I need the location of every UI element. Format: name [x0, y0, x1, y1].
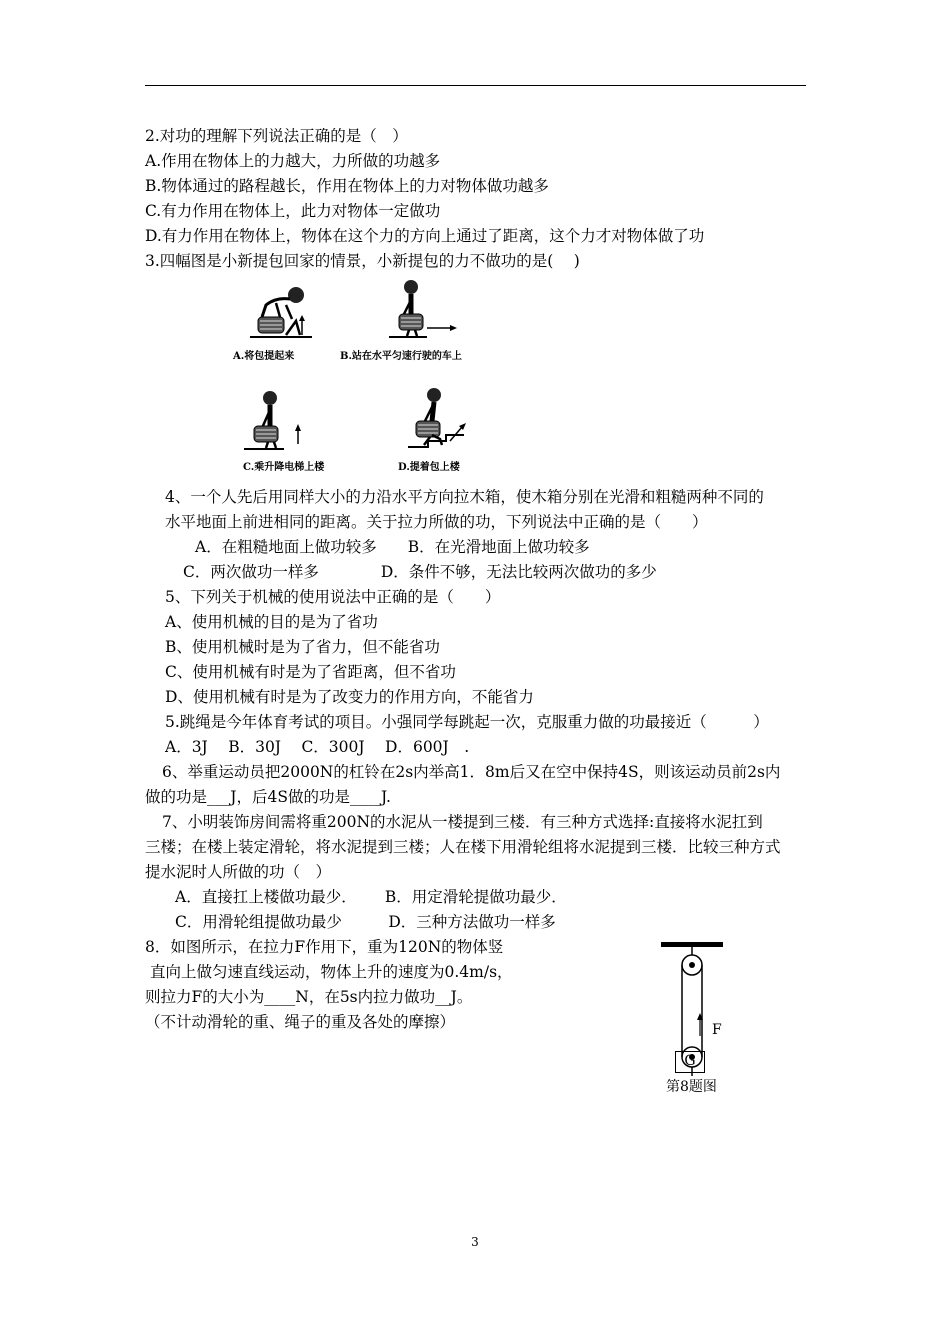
figure-c-elevator [240, 388, 320, 452]
q8-line2: 直向上做匀速直线运动，物体上升的速度为0.4m/s， [150, 963, 513, 981]
q7-line3: 提水泥时人所做的功（ ） [145, 863, 332, 881]
figure-a-caption: A.将包提起来 [233, 351, 295, 362]
q7-options-row1: A．直接扛上楼做功最少． B．用定滑轮提做功最少． [175, 888, 567, 906]
figure-b-caption: B.站在水平匀速行驶的车上 [340, 351, 462, 362]
q8-line4: （不计动滑轮的重、绳子的重及各处的摩擦） [145, 1013, 456, 1031]
q2-option-a: A.作用在物体上的力越大，力所做的功越多 [145, 152, 441, 170]
figure-c-caption: C.乘升降电梯上楼 [243, 462, 325, 473]
q5a-option-a: A、使用机械的目的是为了省功 [165, 613, 378, 631]
figure-caption: 第8题图 [666, 1079, 717, 1095]
q5a-option-c: C、使用机械有时是为了省距离，但不省功 [165, 663, 456, 681]
q5a-option-b: B、使用机械时是为了省力，但不能省功 [165, 638, 440, 656]
figure-d-climbing-stairs [402, 385, 482, 451]
force-label: F [712, 1022, 722, 1038]
q4-options-row1: A．在粗糙地面上做功较多 B．在光滑地面上做功较多 [195, 538, 590, 556]
q2-option-d: D.有力作用在物体上，物体在这个力的方向上通过了距离，这个力才对物体做了功 [145, 227, 705, 245]
figure-d-caption: D.提着包上楼 [398, 462, 460, 473]
q3-stem: 3.四幅图是小新提包回家的情景，小新提包的力不做功的是( ) [145, 252, 580, 270]
q2-option-c: C.有力作用在物体上，此力对物体一定做功 [145, 202, 441, 220]
q6-line1: 6、举重运动员把2000N的杠铃在2s内举高1．8m后又在空中保持4S，则该运动员前2s内 [162, 763, 781, 781]
q6-line2: 做的功是___J，后4S做的功是____J. [145, 788, 391, 806]
q4-line1: 4、一个人先后用同样大小的力沿水平方向拉木箱，使木箱分别在光滑和粗糙两种不同的 [165, 488, 764, 506]
q4-options-row2: C．两次做功一样多 D．条件不够，无法比较两次做功的多少 [183, 563, 657, 581]
figure-b-standing-on-vehicle [385, 278, 465, 344]
weight-box [675, 1051, 705, 1073]
page-number: 3 [471, 1235, 479, 1249]
q2-option-b: B.物体通过的路程越长，作用在物体上的力对物体做功越多 [145, 177, 549, 195]
q5b-options: A．3J B．30J C．300J D．600J . [165, 738, 470, 756]
q5b-stem: 5.跳绳是今年体育考试的项目。小强同学每跳起一次，克服重力做的功最接近（ ） [165, 713, 769, 731]
q7-line1: 7、小明装饰房间需将重200N的水泥从一楼提到三楼．有三种方式选择:直接将水泥扛到 [162, 813, 763, 831]
q7-options-row2: C．用滑轮组提做功最少 D．三种方法做功一样多 [175, 913, 556, 931]
q4-line2: 水平地面上前进相同的距离。关于拉力所做的功，下列说法中正确的是（ ） [165, 513, 708, 531]
q7-line2: 三楼；在楼上装定滑轮，将水泥提到三楼；人在楼下用滑轮组将水泥提到三楼．比较三种方式 [145, 838, 781, 856]
q5a-stem: 5、下列关于机械的使用说法中正确的是（ ） [165, 588, 501, 606]
ceiling-bar [661, 942, 723, 947]
q8-line3: 则拉力F的大小为____N，在5s内拉力做功__J。 [145, 988, 473, 1006]
q8-line1: 8．如图所示，在拉力F作用下，重为120N的物体竖 [145, 938, 504, 956]
q5a-option-d: D、使用机械有时是为了改变力的作用方向，不能省力 [165, 688, 534, 706]
figure-a-lifting-bag [240, 283, 320, 345]
weight-label: G [684, 1053, 696, 1069]
header-rule [145, 85, 806, 86]
q2-stem: 2.对功的理解下列说法正确的是（ ） [145, 127, 408, 145]
